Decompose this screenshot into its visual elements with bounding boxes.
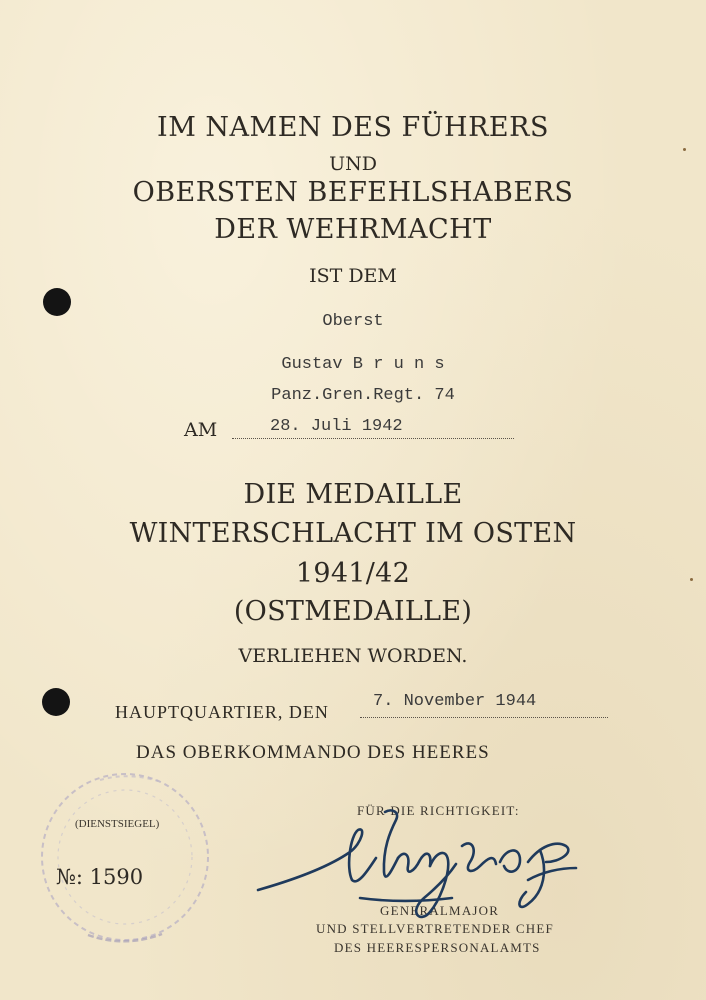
recipient-name: Gustav B r u n s [281, 355, 445, 374]
award-title-medaille: DIE MEDAILLE [243, 479, 463, 510]
award-title-ostmedaille: (OSTMEDAILLE) [233, 596, 473, 627]
attestation-office: DES HEERESPERSONALAMTS [334, 940, 541, 955]
attestation-position: UND STELLVERTRETENDER CHEF [316, 921, 554, 936]
header-line-wehrmacht: DER WEHRMACHT [214, 214, 492, 245]
header-line-und: UND [329, 153, 377, 175]
award-title-year: 1941/42 [295, 558, 411, 589]
issuer-name: DAS OBERKOMMANDO DES HEERES [136, 742, 490, 763]
award-date-value: 28. Juli 1942 [270, 417, 403, 436]
header-line-befehlshabers: OBERSTEN BEFEHLSHABERS [132, 177, 574, 208]
seal-number: №: 1590 [56, 865, 144, 889]
award-title-winterschlacht: WINTERSCHLACHT IM OSTEN [129, 518, 577, 549]
issue-place-label: HAUPTQUARTIER, DEN [115, 702, 329, 722]
award-conferred-text: VERLIEHEN WORDEN. [238, 645, 468, 667]
header-line-ist-dem: IST DEM [309, 265, 397, 287]
recipient-unit: Panz.Gren.Regt. 74 [271, 386, 455, 405]
attestation-label: FÜR DIE RICHTIGKEIT: [357, 803, 520, 818]
seal-label: (DIENSTSIEGEL) [75, 818, 160, 830]
award-date-label: AM [184, 419, 218, 441]
recipient-rank: Oberst [322, 312, 384, 331]
attestation-rank: GENERALMAJOR [380, 903, 500, 918]
issue-date-value: 7. November 1944 [373, 692, 537, 711]
header-line-fuehrer: IM NAMEN DES FÜHRERS [157, 112, 549, 143]
